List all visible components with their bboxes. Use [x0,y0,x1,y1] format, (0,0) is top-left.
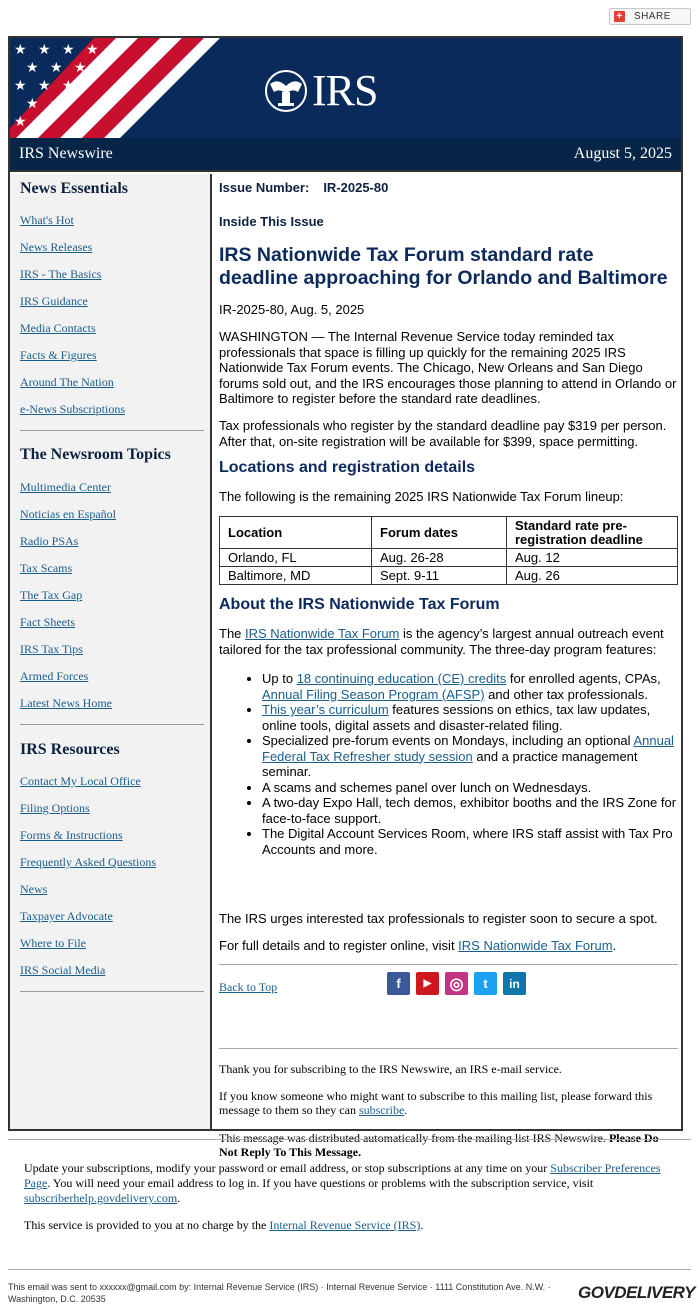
table-cell: Orlando, FL [220,549,372,567]
text: and other tax professionals. [484,686,648,702]
table-cell: Baltimore, MD [220,567,372,585]
list-item [262,702,678,733]
subscription-footer [24,1161,664,1206]
sidebar-link[interactable]: Multimedia Center [20,480,111,494]
sidebar-link[interactable]: Radio PSAs [20,534,79,548]
sidebar-link[interactable]: Armed Forces [20,669,89,683]
linkedin-icon[interactable]: in [503,972,526,995]
tax-forum-link[interactable]: IRS Nationwide Tax Forum [245,626,400,641]
divider [219,1048,678,1049]
share-button[interactable] [609,8,691,25]
eagle-icon [264,70,308,112]
dateline: IR-2025-80, Aug. 5, 2025 [219,302,365,317]
irs-link[interactable]: Internal Revenue Service (IRS) [269,1218,421,1232]
svg-text:★: ★ [14,42,27,58]
issue-label: Issue Number: [219,180,310,195]
locations-table [219,516,678,585]
svg-text:★: ★ [50,60,63,76]
social-links [387,972,526,995]
subscriberhelp-link[interactable]: subscriberhelp.govdelivery.com [24,1191,178,1205]
table-cell: Aug. 12 [507,549,678,567]
pricing-paragraph: Tax professionals who register by the standard deadline pay $319 per person. After that, on-site registration will be available for $399, space permitting. [219,418,667,449]
sidebar-link[interactable]: IRS Social Media [20,963,106,977]
text: . [177,1191,181,1205]
table-row [220,567,678,585]
sidebar-link[interactable]: Media Contacts [20,321,96,335]
thanks-text: Thank you for subscribing to the IRS Newswire, an IRS e-mail service. [219,1062,562,1076]
svg-text:★: ★ [26,96,39,112]
service-footer [24,1218,664,1233]
sidebar-link[interactable]: Around The Nation [20,375,114,389]
about-heading: About the IRS Nationwide Tax Forum [219,596,500,613]
list-item: • The Digital Account Services Room, where IRS staff assist with Tax Pro Accounts and more. [262,826,678,857]
svg-text:★: ★ [14,78,27,94]
facebook-icon[interactable]: f [387,972,410,995]
twitter-icon[interactable]: t [474,972,497,995]
ce-credits-link[interactable]: 18 continuing education (CE) credits [296,671,507,686]
list-item: • A two-day Expo Hall, tech demos, exhibitor booths and the IRS Zone for face-to-face support. [262,795,678,826]
text: If you know someone who might want to subscribe to this mailing list, please forward this message to them so they can [219,1089,653,1117]
svg-text:★: ★ [86,42,99,58]
divider [8,1269,691,1270]
svg-text:★: ★ [14,114,27,130]
text: . [612,938,617,953]
text: and a practice management seminar. [262,748,638,779]
text: for enrolled agents, CPAs, [506,671,661,686]
divider [20,991,204,992]
youtube-icon[interactable]: ▶ [416,972,439,995]
sidebar-link[interactable]: Latest News Home [20,696,112,710]
flag-graphic [10,38,230,138]
divider [219,964,678,965]
irs-logo [264,66,378,115]
text: is the agency’s largest annual outreach event tailored for the tax professional community. The three-day program features: [219,626,664,657]
sidebar-link[interactable]: IRS Tax Tips [20,642,83,656]
divider [20,430,204,431]
forward-text [219,1089,664,1117]
main-content [214,174,681,1159]
logo-text: IRS [312,66,378,115]
table-header: Standard rate pre-registration deadline [507,517,678,549]
table-row [220,549,678,567]
back-to-top-link[interactable]: Back to Top [219,980,278,994]
text: The [219,626,246,641]
svg-text:★: ★ [62,42,75,58]
text: . You will need your email address to log in. If you have questions or problems with the subscription service, visit [47,1176,594,1190]
share-label: SHARE [634,11,671,22]
lineup-paragraph: The following is the remaining 2025 IRS Nationwide Tax Forum lineup: [219,489,624,504]
header-banner [10,38,681,138]
sidebar [10,174,212,1129]
sidebar-link[interactable]: Taxpayer Advocate [20,909,113,923]
curriculum-link[interactable]: This year’s curriculum [262,702,389,717]
svg-text:★: ★ [38,78,51,94]
svg-text:★: ★ [62,78,75,94]
text: . [420,1218,424,1232]
sidebar-link[interactable]: News Releases [20,240,93,254]
text: This service is provided to you at no charge by the [24,1218,270,1232]
list-item [262,671,678,702]
sidebar-link[interactable]: What's Hot [20,213,74,227]
sidebar-link[interactable]: Fact Sheets [20,615,75,629]
text: Specialized pre-forum events on Mondays, including an optional [262,733,634,748]
svg-text:★: ★ [38,42,51,58]
text: features sessions on ethics, tax law updates, online tools, digital assets and disaster-related filing. [262,702,651,733]
table-header-row [220,517,678,549]
text: This message was distributed automatically from the mailing list IRS Newswire. [219,1131,609,1145]
sidebar-section-title: IRS Resources [20,741,120,758]
list-item: • A scams and schemes panel over lunch on Wednesdays. [262,780,678,796]
do-not-reply: Please Do Not Reply To This Message. [219,1131,659,1159]
sidebar-link[interactable]: Contact My Local Office [20,774,141,788]
sidebar-section-title: News Essentials [20,180,129,197]
instagram-icon[interactable]: ◎ [445,972,468,995]
sidebar-link[interactable]: News [20,882,48,896]
table-header: Forum dates [372,517,507,549]
sidebar-link[interactable]: The Tax Gap [20,588,83,602]
sidebar-link[interactable]: Forms & Instructions [20,828,123,842]
features-list [214,671,678,857]
newsletter-date: August 5, 2025 [573,145,672,162]
refresher-link[interactable]: Annual Federal Tax Refresher study session [262,733,674,764]
plus-icon: + [614,11,625,22]
sidebar-section-title: The Newsroom Topics [20,446,171,463]
svg-text:★: ★ [50,96,63,112]
sidebar-link[interactable]: Where to File [20,936,86,950]
sidebar-link[interactable]: Tax Scams [20,561,73,575]
svg-text:★: ★ [74,60,87,76]
urge-paragraph: The IRS urges interested tax professionals to register soon to secure a spot. [219,911,658,926]
afsp-link[interactable]: Annual Filing Season Program (AFSP) [262,686,485,702]
text: . [404,1103,408,1117]
newsletter-frame [8,36,683,1159]
table-cell: Sept. 9-11 [372,567,507,585]
sidebar-link[interactable]: Frequently Asked Questions [20,855,156,869]
list-item [262,733,678,780]
register-link[interactable]: IRS Nationwide Tax Forum [458,938,613,953]
subscriber-preferences-link[interactable]: Subscriber Preferences Page [24,1161,661,1190]
table-cell: Aug. 26-28 [372,549,507,567]
divider [8,1139,691,1140]
about-paragraph [219,626,679,657]
sidebar-link[interactable]: IRS Guidance [20,294,88,308]
headline: IRS Nationwide Tax Forum standard rate deadline approaching for Orlando and Baltimore [219,244,668,289]
subscribe-link[interactable]: subscribe [358,1103,405,1117]
issue-value: IR-2025-80 [323,180,389,195]
text: Update your subscriptions, modify your password or email address, or stop subscriptions at any time on your [24,1161,551,1175]
svg-text:★: ★ [38,114,51,130]
sidebar-link[interactable]: IRS - The Basics [20,267,102,281]
newsletter-name: IRS Newswire [19,145,113,162]
table-header: Location [220,517,372,549]
details-paragraph [219,938,679,954]
text: For full details and to register online, visit [219,938,459,953]
intro-paragraph: WASHINGTON — The Internal Revenue Service today reminded tax professionals that space is filling up quickly for the remaining 2025 IRS Nationwide Tax Forum events. The Chicago, New Orleans and San Diego forums sold out, and the IRS encourages those planning to attend in Orlando or Baltimore to register before the standard rate deadlines. [219,329,677,406]
title-bar [10,138,681,172]
divider [20,724,204,725]
inside-this-issue: Inside This Issue [219,214,324,229]
sidebar-link[interactable]: Facts & Figures [20,348,97,362]
issue-number [219,180,388,195]
sent-to-text: This email was sent to xxxxxx@gmail.com by: Internal Revenue Service (IRS) · Internal Revenue Service · 1111 Constitution Ave. N.W. · Washington, D.C. 20535 [8,1282,551,1304]
locations-heading: Locations and registration details [219,459,476,476]
distributed-text [219,1131,669,1159]
svg-text:★: ★ [26,60,39,76]
sidebar-link[interactable]: Noticias en Español [20,507,116,521]
sidebar-link[interactable]: e-News Subscriptions [20,402,125,416]
text: Up to [262,671,297,686]
sidebar-link[interactable]: Filing Options [20,801,90,815]
govdelivery-logo[interactable]: GOVDELIVERY [578,1283,695,1302]
table-cell: Aug. 26 [507,567,678,585]
